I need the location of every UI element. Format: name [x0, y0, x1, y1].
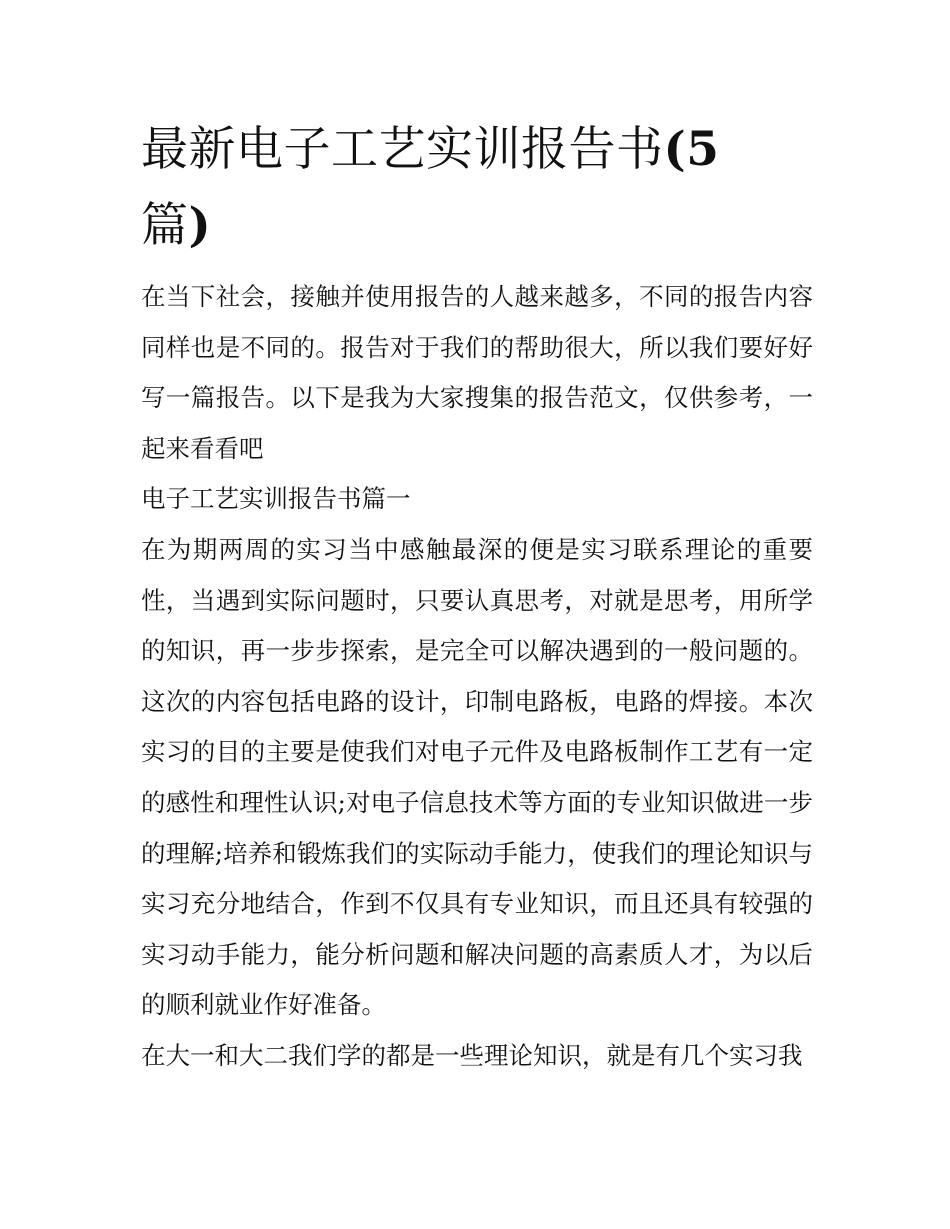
title-line2	[141, 198, 211, 253]
title-suffix: (5	[663, 122, 720, 177]
title-line2-paren: )	[188, 198, 212, 253]
document-title	[141, 112, 761, 264]
title-main: 最新电子工艺实训报告书	[141, 122, 664, 177]
intro-paragraph: 在当下社会，接触并使用报告的人越来越多，不同的报告内容同样也是不同的。报告对于我们的帮助很大，所以我们要好好写一篇报告。以下是我为大家搜集的报告范文，仅供参考，一起来看看吧	[141, 282, 813, 463]
document-content	[141, 112, 813, 1082]
section-heading: 电子工艺实训报告书篇一	[141, 484, 411, 514]
title-line2-char: 篇	[141, 198, 189, 253]
body-paragraph-1: 在为期两周的实习当中感触最深的便是实习联系理论的重要性，当遇到实际问题时，只要认真思考，对就是思考，用所学的知识，再一步步探索，是完全可以解决遇到的一般问题的。这次的内容包括电路的设计，印制电路板，电路的焊接。本次实习的目的主要是使我们对电子元件及电路板制作工艺有一定的感性和理性认识;对电子信息技术等方面的专业知识做进一步的理解;培养和锻炼我们的实际动手能力，使我们的理论知识与实习充分地结合，作到不仅具有专业知识，而且还具有较强的实习动手能力，能分析问题和解决问题的高素质人才，为以后的顺利就业作好准备。	[141, 534, 813, 1020]
body-paragraph-2: 在大一和大二我们学的都是一些理论知识，就是有几个实习我	[141, 1040, 803, 1070]
